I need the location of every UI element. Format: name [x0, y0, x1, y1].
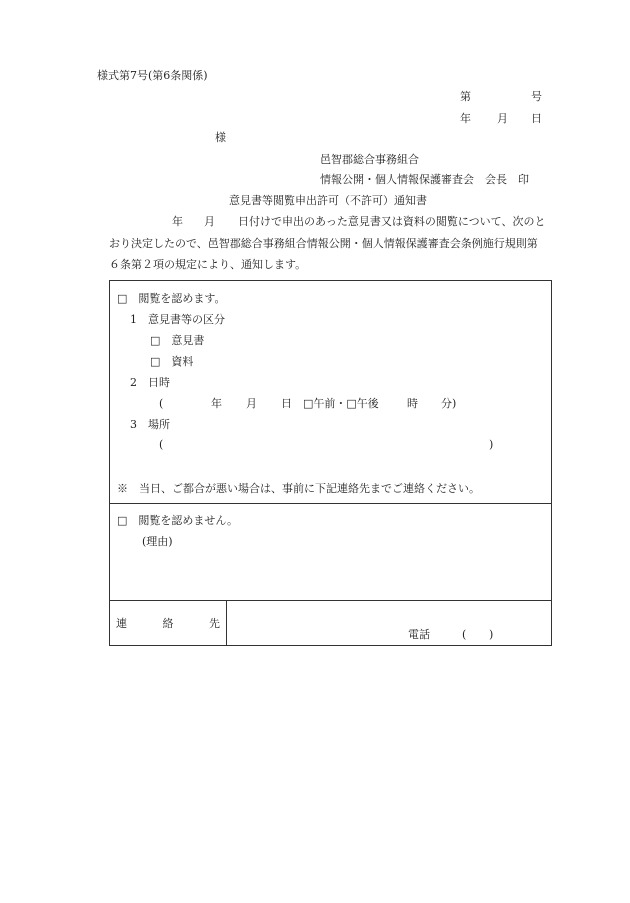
item-place: 3 場所 — [130, 418, 170, 431]
datetime-day: 日 — [281, 397, 292, 410]
contact-label-char-2: 絡 — [162, 617, 174, 630]
document-number-prefix: 第 — [460, 90, 471, 103]
datetime-year: 年 — [211, 397, 222, 410]
contact-label-char-1: 連 — [116, 617, 127, 630]
datetime-month: 月 — [246, 397, 257, 410]
form-number: 様式第7号(第6条関係) — [97, 69, 208, 82]
item-datetime: 2 日時 — [130, 376, 170, 389]
document-number-suffix: 号 — [531, 90, 542, 103]
phone-open-paren: ( — [462, 628, 467, 641]
contact-label — [116, 617, 220, 631]
reason-label: (理由) — [142, 535, 173, 548]
datetime-ampm-checkboxes[interactable]: □午前・□午後 — [303, 397, 379, 410]
option-opinion-checkbox[interactable]: □ 意見書 — [150, 334, 205, 347]
place-open-paren: ( — [159, 438, 164, 451]
body-line3: ６条第２項の規定により、通知します。 — [109, 258, 307, 271]
form-table — [109, 280, 552, 646]
item-document-category: 1 意見書等の区分 — [130, 313, 225, 326]
phone-label: 電話 — [408, 628, 430, 641]
sender-organization: 邑智郡総合事務組合 — [320, 153, 419, 166]
document-title: 意見書等閲覧申出許可（不許可）通知書 — [229, 194, 427, 207]
addressee-suffix: 様 — [215, 131, 226, 144]
divider-deny-contact — [110, 600, 551, 601]
permit-checkbox[interactable]: □ 閲覧を認めます。 — [117, 292, 226, 305]
divider-permit-deny — [110, 503, 551, 504]
sender-committee: 情報公開・個人情報保護審査会 会長 印 — [320, 173, 529, 186]
date-month: 月 — [497, 112, 508, 125]
body-year: 年 — [172, 215, 183, 228]
divider-contact-label — [226, 600, 227, 645]
date-day: 日 — [531, 112, 542, 125]
deny-checkbox[interactable]: □ 閲覧を認めません。 — [117, 514, 239, 527]
datetime-open-paren: ( — [159, 397, 164, 410]
body-month: 月 — [204, 215, 215, 228]
place-close-paren: ) — [489, 438, 494, 451]
option-material-checkbox[interactable]: □ 資料 — [150, 355, 194, 368]
contact-note: ※ 当日、ご都合が悪い場合は、事前に下記連絡先までご連絡ください。 — [117, 482, 480, 495]
body-line2: おり決定したので、邑智郡総合事務組合情報公開・個人情報保護審査会条例施行規則第 — [109, 237, 538, 250]
datetime-hour: 時 — [407, 397, 418, 410]
body-line1-text: 日付けで申出のあった意見書又は資料の閲覧について、次のと — [238, 215, 546, 228]
phone-close-paren: ) — [489, 628, 494, 641]
contact-label-char-3: 先 — [209, 617, 220, 630]
date-year: 年 — [460, 112, 471, 125]
datetime-minute: 分) — [441, 397, 457, 410]
